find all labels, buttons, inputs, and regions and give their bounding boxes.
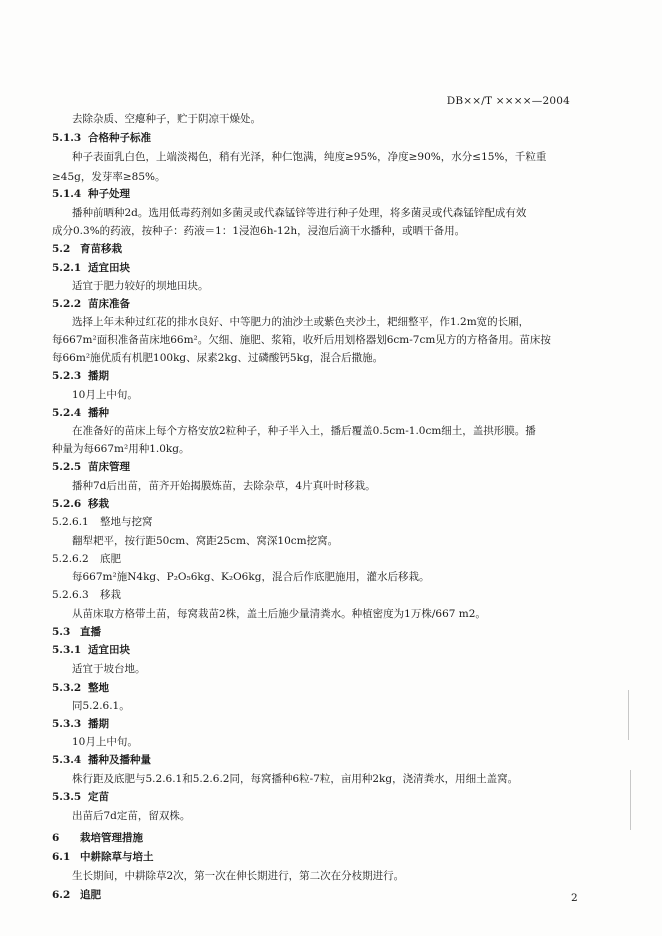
paragraph-continuation <box>52 171 166 184</box>
section-heading <box>52 132 151 145</box>
paragraph-line <box>72 571 429 584</box>
subsection-heading <box>52 589 121 602</box>
section-heading <box>52 188 130 201</box>
line-text: 去除杂质、空瘪种子，贮于阴凉干燥处。 <box>72 113 261 125</box>
line-text: 适宜于坡台地。 <box>72 663 146 675</box>
line-text: 同5.2.6.1。 <box>72 700 130 712</box>
line-text: 在准备好的苗床上每个方格安放2粒种子，种子半入土，播后覆盖0.5cm-1.0cm细土，盖拱形膜。播 <box>72 425 536 437</box>
paragraph-line <box>72 480 376 493</box>
paragraph-line <box>72 608 486 621</box>
line-text: 适宜田块 <box>88 644 130 656</box>
paragraph-line <box>72 280 209 293</box>
section-heading <box>52 889 101 902</box>
line-text: 每667m²施N4kg、P₂O₅6kg、K₂O6kg，混合后作底肥施用，灌水后移栽。 <box>72 571 430 583</box>
line-text: 成分0.3%的药液，按种子：药液＝1：1浸泡6h-12h，浸泡后滴干水播种，或晒干备用。 <box>52 225 466 237</box>
paragraph-line <box>72 207 526 220</box>
section-heading <box>52 791 109 804</box>
paragraph-line <box>72 316 529 329</box>
paragraph-line <box>72 810 190 823</box>
section-heading <box>52 407 109 420</box>
line-text: 底肥 <box>100 553 121 565</box>
line-text: 适宜于肥力较好的坝地田块。 <box>72 280 209 292</box>
paragraph-continuation <box>52 225 465 238</box>
section-heading <box>52 851 154 864</box>
line-text: 播种前晒种2d。选用低毒药剂如多菌灵或代森锰锌等进行种子处理，将多菌灵或代森锰锌配成有效 <box>72 207 527 219</box>
section-heading <box>52 243 122 256</box>
section-number: 6.2 <box>52 889 71 901</box>
scan-edge-mark <box>628 690 629 740</box>
line-text: ≥45g，发芽率≥85%。 <box>52 171 166 183</box>
line-text: 移栽 <box>88 498 109 510</box>
section-heading <box>52 644 130 657</box>
section-heading <box>52 626 101 639</box>
section-heading <box>52 832 143 845</box>
line-text: 10月上中旬。 <box>72 736 138 748</box>
line-text: 翻犁耙平，按行距50cm、窝距25cm、窝深10cm挖窝。 <box>72 535 339 547</box>
line-text: 播种及播种量 <box>88 754 151 766</box>
section-heading <box>52 262 130 275</box>
line-text: 每667m²面积准备苗床地66m²。欠细、施肥、浆箱，收歼后用划格器划6cm-7cm见方的方格备用。苗床按 <box>52 334 551 346</box>
line-text: 播期 <box>88 718 109 730</box>
line-text: 定苗 <box>88 791 109 803</box>
section-heading <box>52 461 130 474</box>
section-heading <box>52 370 109 383</box>
section-number: 5.2.6.1 <box>52 516 89 528</box>
paragraph-line <box>72 151 546 164</box>
section-heading <box>52 298 130 311</box>
section-number: 5.2.5 <box>52 461 82 473</box>
line-text: 出苗后7d定苗，留双株。 <box>72 810 191 822</box>
line-text: 播种 <box>88 407 109 419</box>
line-text: 选择上年未种过红花的排水良好、中等肥力的油沙土或紫色夹沙土，耙细整平，作1.2m宽的长厢， <box>72 316 530 328</box>
line-text: 播种7d后出苗，苗齐开始揭膜炼苗，去除杂草，4片真叶时移栽。 <box>72 480 376 492</box>
line-text: 生长期间，中耕除草2次，第一次在伸长期进行，第二次在分枝期进行。 <box>72 870 405 882</box>
line-text: 每66m²施优质有机肥100kg、尿素2kg、过磷酸钙5kg，混合后撒施。 <box>52 352 384 364</box>
line-text: 种子表面乳白色，上端淡褐色，稍有光泽，种仁饱满，纯度≥95%，净度≥90%，水分≤15%，千粒重 <box>72 151 547 163</box>
paragraph-continuation <box>52 334 551 347</box>
section-number: 5.2.6 <box>52 498 82 510</box>
line-text: 整地与挖窝 <box>100 516 153 528</box>
section-number: 5.1.4 <box>52 188 82 200</box>
section-number: 5.3 <box>52 626 71 638</box>
paragraph-line <box>72 425 536 438</box>
line-text: 移栽 <box>100 589 121 601</box>
paragraph-line <box>72 389 138 402</box>
paragraph-continuation <box>52 443 190 456</box>
section-number: 6.1 <box>52 851 71 863</box>
section-number: 5.2.1 <box>52 262 82 274</box>
section-number: 5.2.3 <box>52 370 82 382</box>
section-number: 5.2.6.3 <box>52 589 89 601</box>
line-text: 适宜田块 <box>88 262 130 274</box>
line-text: 10月上中旬。 <box>72 389 138 401</box>
line-text: 从苗床取方格带土苗，每窝栽苗2株，盖土后施少量清粪水。种植密度为1万株/667 m2。 <box>72 608 486 620</box>
subsection-heading <box>52 516 153 529</box>
section-number: 5.3.5 <box>52 791 82 803</box>
section-heading <box>52 498 109 511</box>
section-number: 5.2.2 <box>52 298 82 310</box>
line-text: 苗床管理 <box>88 461 130 473</box>
line-text: 种子处理 <box>88 188 130 200</box>
section-number: 5.2.6.2 <box>52 553 89 565</box>
paragraph-line <box>72 113 261 126</box>
section-number: 5.2.4 <box>52 407 82 419</box>
line-text: 直播 <box>80 626 101 638</box>
section-number: 5.3.4 <box>52 754 82 766</box>
line-text: 中耕除草与培土 <box>80 851 154 863</box>
line-text: 苗床准备 <box>88 298 130 310</box>
paragraph-line <box>72 535 338 548</box>
paragraph-line <box>72 700 130 713</box>
line-text: 种量为每667m²用种1.0kg。 <box>52 443 190 455</box>
section-number: 5.3.2 <box>52 682 82 694</box>
page-number: 2 <box>571 892 578 904</box>
section-heading <box>52 754 151 767</box>
paragraph-line <box>72 663 146 676</box>
paragraph-line <box>72 736 138 749</box>
line-text: 追肥 <box>80 889 101 901</box>
line-text: 育苗移栽 <box>80 243 122 255</box>
standard-code: DB××/T ××××—2004 <box>446 95 570 107</box>
section-number: 5.3.3 <box>52 718 82 730</box>
subsection-heading <box>52 553 121 566</box>
line-text: 株行距及底肥与5.2.6.1和5.2.6.2同，每窝播种6粒-7粒，亩用种2kg，浇清粪水，用细土盖窝。 <box>72 773 519 785</box>
line-text: 合格种子标准 <box>88 132 151 144</box>
scan-edge-mark <box>630 770 631 830</box>
line-text: 整地 <box>88 682 109 694</box>
section-number: 5.2 <box>52 243 71 255</box>
section-number: 5.1.3 <box>52 132 82 144</box>
line-text: 播期 <box>88 370 109 382</box>
paragraph-line <box>72 870 404 883</box>
paragraph-continuation <box>52 352 383 365</box>
section-heading <box>52 718 109 731</box>
section-heading <box>52 682 109 695</box>
section-number: 6 <box>52 832 60 844</box>
paragraph-line <box>72 773 518 786</box>
section-number: 5.3.1 <box>52 644 82 656</box>
line-text: 栽培管理措施 <box>80 832 143 844</box>
